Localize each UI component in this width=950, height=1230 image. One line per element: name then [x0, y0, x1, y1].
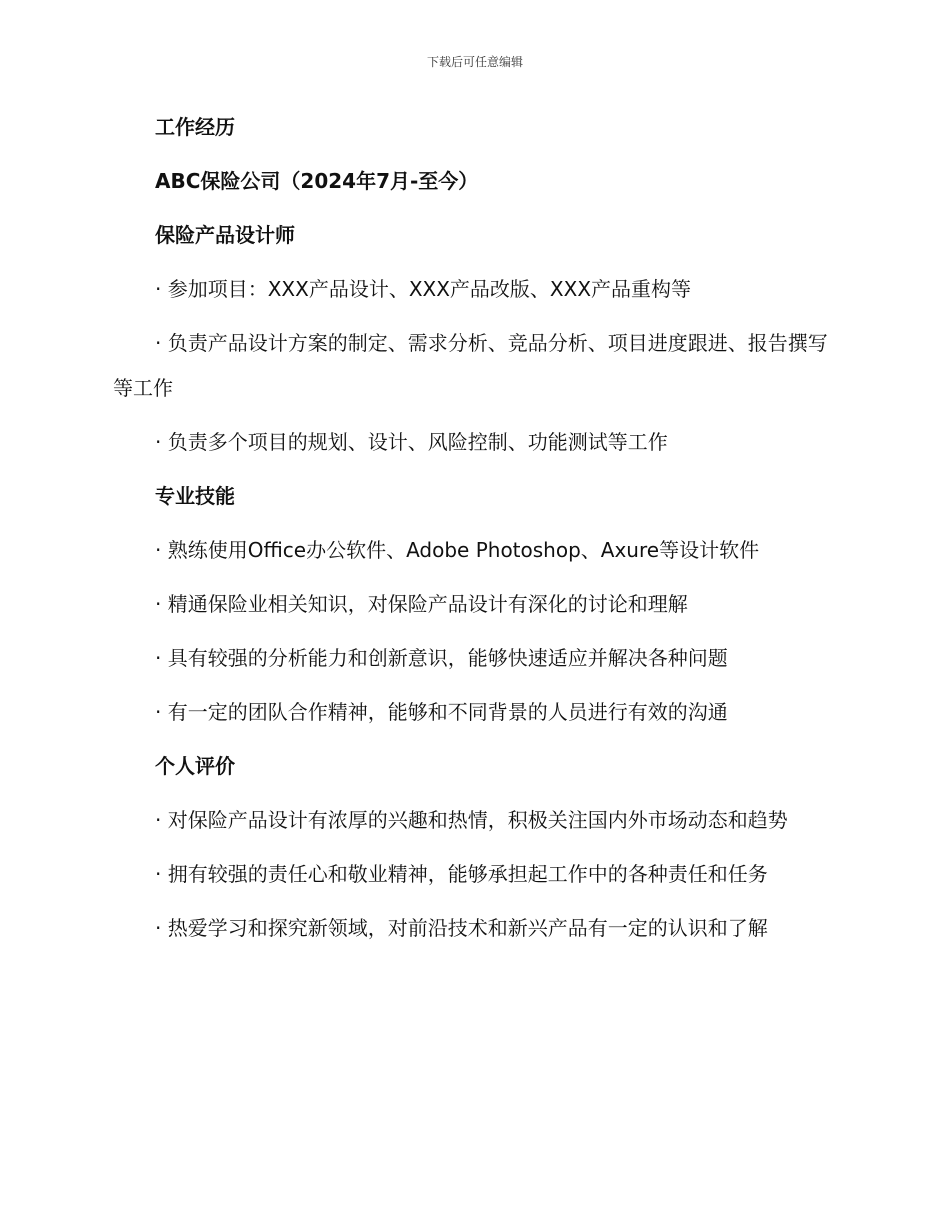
skills-bullet-4: · 有一定的团队合作精神，能够和不同背景的人员进行有效的沟通: [155, 700, 728, 724]
job-title-heading: 保险产品设计师: [155, 223, 295, 247]
section-heading-skills: 专业技能: [155, 484, 235, 508]
document-body: [113, 105, 833, 960]
evaluation-bullet-3: · 热爱学习和探究新领域，对前沿技术和新兴产品有一定的认识和了解: [155, 916, 768, 940]
skills-bullet-2: · 精通保险业相关知识，对保险产品设计有深化的讨论和理解: [155, 592, 688, 616]
section-heading-self-evaluation: 个人评价: [155, 754, 235, 778]
experience-bullet-3: · 负责多个项目的规划、设计、风险控制、功能测试等工作: [155, 430, 668, 454]
skills-bullet-1: · 熟练使用Office办公软件、Adobe Photoshop、Axure等设计软件: [155, 538, 760, 562]
experience-bullet-2: · 负责产品设计方案的制定、需求分析、竞品分析、项目进度跟进、报告撰写等工作: [113, 331, 828, 400]
evaluation-bullet-2: · 拥有较强的责任心和敬业精神，能够承担起工作中的各种责任和任务: [155, 862, 768, 886]
company-heading: ABC保险公司（2024年7月-至今）: [155, 169, 479, 193]
page-header: 下载后可任意编辑: [426, 55, 523, 69]
evaluation-bullet-1: · 对保险产品设计有浓厚的兴趣和热情，积极关注国内外市场动态和趋势: [155, 808, 788, 832]
section-heading-work-experience: 工作经历: [155, 115, 235, 139]
experience-bullet-1: · 参加项目：XXX产品设计、XXX产品改版、XXX产品重构等: [155, 277, 692, 301]
skills-bullet-3: · 具有较强的分析能力和创新意识，能够快速适应并解决各种问题: [155, 646, 728, 670]
